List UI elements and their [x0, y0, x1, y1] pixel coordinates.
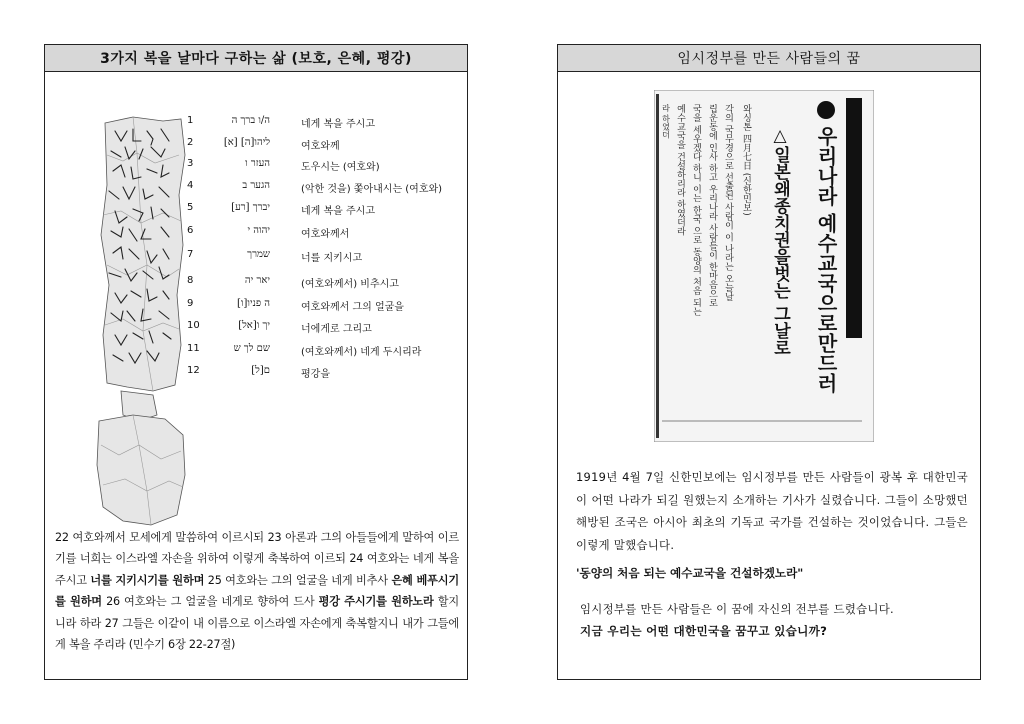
verse-hebrew: [ו]ה פניו: [237, 298, 270, 309]
newspaper-clipping-image: [654, 90, 874, 442]
right-page-title: 임시정부를 만든 사람들의 꿈: [558, 45, 980, 72]
clipping-body-col: 각의 국무경으로 선출된 사람이 이 나라는 오늘날: [723, 104, 733, 302]
verse-korean: 너를 지키시고: [301, 253, 363, 264]
clipping-headline-text: 우리나라 예수교국으로만드러: [814, 126, 838, 393]
clipping-body-col: 국을 세우겠다 하니 이는 한국 으로 동양의 처음 되는: [691, 104, 701, 316]
verse-korean: 여호와께서: [301, 229, 350, 240]
verse-row: [185, 298, 465, 314]
verse-row: [185, 158, 465, 174]
verse-korean: 네게 복을 주시고: [301, 206, 375, 217]
verse-number: 2: [187, 137, 194, 148]
passage-text: 할지니라 하라 27 그들은 이같이 내 이름으로 이스라엘 자손에게 축복할지니 내가 그들에게 복을 주리라 (민수기 6장 22-27절): [55, 595, 460, 652]
verse-hebrew: הגער ב: [242, 180, 270, 191]
verse-number: 1: [187, 115, 194, 126]
verse-hebrew: ה/ו ברך ה: [231, 115, 270, 126]
verse-row: [185, 137, 465, 153]
verse-number: 12: [187, 365, 200, 376]
closing-question: 지금 우리는 어떤 대한민국을 꿈꾸고 있습니까?: [580, 624, 828, 638]
verse-korean: (여호와께서) 비추시고: [301, 279, 399, 290]
verse-korean: 네게 복을 주시고: [301, 119, 375, 130]
verse-row: [185, 202, 465, 218]
passage-text: 22 여호와께서 모세에게 말씀하여 이르시되 23 아론과 그의 아들들에게 말하여 이르기를 너희는 이스라엘 자손을 위하여 이렇게 축복하여 이르되 24 여호와는 네게 복을 주시고: [55, 531, 459, 587]
verse-korean: 도우시는 (여호와): [301, 162, 380, 173]
headline-bar: [846, 98, 862, 338]
passage-text: 26 여호와는 그 얼굴을 네게로 향하여 드사: [101, 595, 319, 609]
clipping-dateline: 와싱톤 四月七日 (신한민보): [741, 104, 751, 216]
verse-hebrew: יאר יה: [244, 275, 270, 286]
verse-hebrew: שם לך ש: [233, 343, 270, 354]
right-page: [557, 44, 981, 680]
silver-scroll-amulet-image: [93, 115, 193, 527]
closing-statement: 임시정부를 만든 사람들은 이 꿈에 자신의 전부를 드렸습니다.: [580, 602, 894, 616]
clipping-subheadline: △일본왜종치권을벗는 그날로: [770, 126, 790, 356]
verse-number: 9: [187, 298, 194, 309]
verse-number: 4: [187, 180, 194, 191]
verse-row: [185, 249, 465, 265]
passage-text: 25 여호와는 그의 얼굴을 네게 비추사: [204, 573, 392, 587]
left-page: [44, 44, 468, 680]
verse-row: [185, 365, 465, 381]
clipping-body-col: 예수교국을 건설하리라 하였더라: [675, 104, 685, 236]
verse-hebrew: [רע] יברך: [231, 202, 270, 213]
left-page-title: 3가지 복을 날마다 구하는 삶 (보호, 은혜, 평강): [45, 45, 467, 72]
verse-row: [185, 115, 465, 131]
verse-number: 5: [187, 202, 194, 213]
verse-row: [185, 320, 465, 336]
numbers-6-passage: [55, 527, 459, 655]
verse-korean: 여호와께: [301, 141, 340, 152]
verse-korean: 너에게로 그리고: [301, 324, 372, 335]
verse-number: 11: [187, 343, 200, 354]
verse-row: [185, 343, 465, 359]
verse-number: 8: [187, 275, 194, 286]
verse-number: 3: [187, 158, 194, 169]
verse-hebrew: שמרך: [247, 249, 270, 260]
verse-hebrew: [ל]ם: [251, 365, 270, 376]
slogan-quote: '동양의 처음 되는 예수교국을 건설하겠노라": [576, 566, 804, 580]
taegeuk-icon: [817, 101, 835, 119]
verse-hebrew: יהוה י: [247, 225, 270, 236]
verse-korean: 평강을: [301, 369, 330, 380]
verse-number: 7: [187, 249, 194, 260]
verse-number: 6: [187, 225, 194, 236]
verse-korean: (여호와께서) 네게 두시리라: [301, 347, 422, 358]
passage-emphasis-grace: 은혜 베푸시기를 원하며: [55, 573, 459, 609]
verse-row: [185, 180, 465, 196]
verse-row: [185, 275, 465, 291]
verse-hebrew: העזר ו: [245, 158, 270, 169]
clipping-trailer: 라 하였더: [661, 104, 671, 139]
verse-korean: 여호와께서 그의 얼굴을: [301, 302, 404, 313]
passage-emphasis-protection: 너를 지키시기를 원하며: [90, 573, 205, 587]
verse-hebrew: [אל]יך ו: [238, 320, 270, 331]
verse-row: [185, 225, 465, 241]
passage-emphasis-peace: 평강 주시기를 원하노라: [318, 595, 434, 609]
clipping-body-col: 립운동에 인사 하고 우리나라 사람들이 한마음으로: [707, 104, 717, 308]
verse-hebrew: [א] ליהו[ה]: [223, 137, 270, 148]
verse-number: 10: [187, 320, 200, 331]
article-summary: 1919년 4월 7일 신한민보에는 임시정부를 만든 사람들이 광복 후 대한민국이 어떤 나라가 되길 원했는지 소개하는 기사가 실렸습니다. 그들이 소망했던 해방된 조국은 아시아 최초의 기독교 국가를 건설하는 것이었습니다. 그들은 이렇게 말했습니다.: [576, 470, 968, 552]
verse-korean: (악한 것을) 쫓아내시는 (여호와): [301, 184, 443, 195]
